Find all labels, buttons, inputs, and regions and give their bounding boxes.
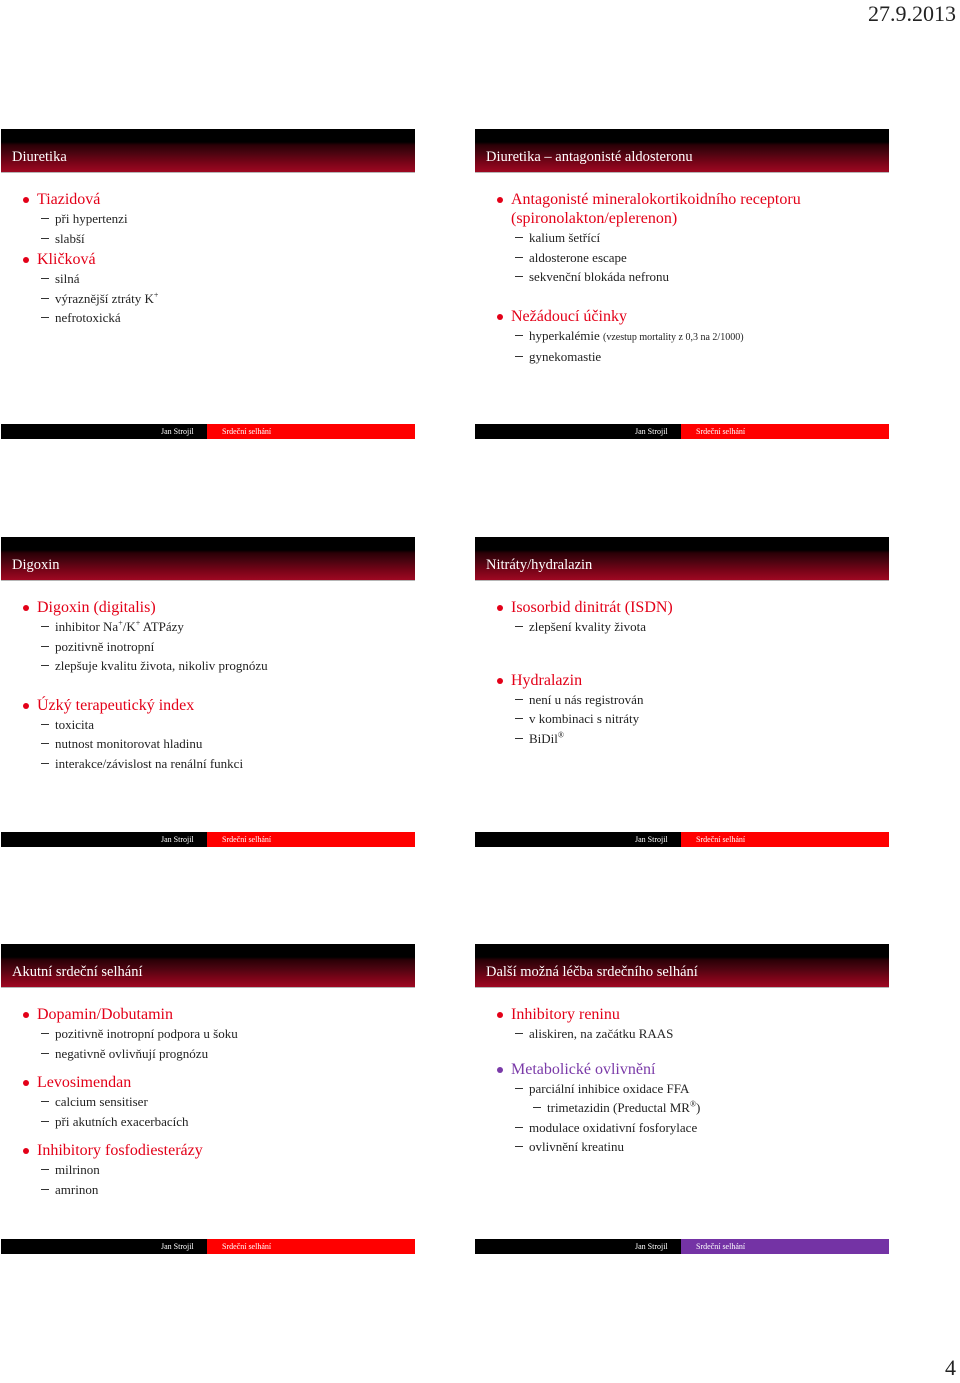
slide-diuretika [1,129,415,439]
bullet-title: Hydralazin [511,671,583,689]
sub-text: zlepšuje kvalitu života, nikoliv prognózu [55,658,268,673]
dash-icon [515,626,523,627]
bullet-dot-icon [23,197,29,203]
bullet-item [475,307,889,367]
bullet-title: Kličková [37,251,96,268]
sub-item [37,308,415,328]
dash-icon [41,1101,49,1102]
slide-title: Diuretika [12,149,67,165]
bullet-dot-icon [497,1012,503,1018]
slide-title: Nitráty/hydralazin [486,557,593,573]
sub-text: nutnost monitorovat hladinu [55,736,203,751]
sub-item [37,1112,415,1132]
sub-item [511,709,889,729]
print-date: 27.9.2013 [868,1,956,26]
sub-text: pozitivně inotropní [55,638,155,654]
slide-title: Akutní srdeční selhání [12,964,143,980]
dash-icon [515,257,523,258]
footer-topic: Srdeční selhání [696,427,746,436]
dash-icon [41,317,49,318]
footer-author: Jan Strojil [635,1242,668,1251]
slide-header [1,537,415,581]
bullet-item [475,1060,889,1157]
sub-text: silná [55,271,80,286]
sub-item [511,1118,889,1138]
sub-text: milrinon [55,1162,100,1177]
sub-item [511,248,889,268]
sub-item [37,1024,415,1044]
sub-item [511,1079,889,1099]
bullet-item [1,696,415,774]
dash-icon [515,335,523,336]
bullet-item [1,1005,415,1063]
sub-text: gynekomastie [529,349,602,364]
sub-text: parciální inhibice oxidace FFA [529,1080,690,1096]
sub-text: v kombinaci s nitráty [529,711,640,726]
sub-text: toxicita [55,716,94,732]
bullet-item [1,250,415,328]
slide-footer [475,832,889,847]
bullet-item [475,598,889,637]
sub-text: není u nás registrován [529,691,644,707]
sub-text: zlepšení kvality života [529,619,646,634]
bullet-dot-icon [497,197,503,203]
sub-text: trimetazidin (Preductal MR [547,1100,690,1115]
sub-item [511,690,889,710]
slide-body [475,587,889,748]
sub-text: aldosterone escape [529,249,627,265]
sub-item [511,1024,889,1044]
slide-title: Další možná léčba srdečního selhání [486,964,698,980]
dash-icon [515,699,523,700]
page-number: 4 [945,1355,956,1380]
slide-body [475,994,889,1157]
bullet-item [475,190,889,287]
registered-mark: ® [689,1099,697,1109]
bullet-dot-icon [23,703,29,709]
slide-body [1,179,415,328]
slide-title: Diuretika – antagonisté aldosteronu [486,149,693,165]
sub-item [37,617,415,637]
bullet-dot-icon [497,1067,503,1073]
slide-footer [1,832,415,847]
slide-header [1,944,415,988]
slide-body [1,994,415,1199]
slide-body [1,587,415,773]
dash-icon [41,218,49,219]
dash-icon [515,237,523,238]
bullet-dot-icon [23,1148,29,1154]
bullet-item [475,671,889,749]
dash-icon [515,718,523,719]
bullet-dot-icon [23,1012,29,1018]
bullet-title: Tiazidová [37,191,101,208]
bullet-title: Inhibitory reninu [511,1006,620,1023]
bullet-title: Metabolické ovlivnění [511,1060,656,1078]
sub-text: amrinon [55,1181,99,1197]
dash-icon [41,626,49,627]
sub-item [511,228,889,248]
sub-text: při hypertenzi [55,211,128,226]
sub-text: nefrotoxická [55,310,121,325]
slide-body [475,179,889,367]
slide-dalsi-mozna-lecba [475,944,889,1254]
footer-topic: Srdeční selhání [222,427,272,436]
dash-icon [41,238,49,239]
bullet-dot-icon [497,314,503,320]
dash-icon [41,1053,49,1054]
slide-akutni-srdecni-selhani [1,944,415,1254]
slide-antagoniste-aldosteronu [475,129,889,439]
sub-item [37,656,415,676]
sub-text: /K [122,619,136,634]
slide-digoxin [1,537,415,847]
sub-item [37,229,415,249]
dash-icon [41,278,49,279]
sub-text: aliskiren, na začátku RAAS [529,1026,674,1041]
superscript-plus: + [118,618,123,628]
sub-text: ovlivnění kreatinu [529,1139,624,1154]
sub-text: kalium šetřící [529,230,601,245]
footer-topic: Srdeční selhání [696,835,746,844]
bullet-title: Nežádoucí účinky [511,307,627,325]
footer-topic: Srdeční selhání [222,835,272,844]
bullet-dot-icon [497,605,503,611]
dash-icon [41,298,49,299]
sub-text: interakce/závislost na renální funkci [55,755,244,771]
sub-item [37,289,415,309]
sub-text: při akutních exacerbacích [55,1113,189,1129]
dash-icon [41,665,49,666]
bullet-title: Inhibitory fosfodiesterázy [37,1142,203,1159]
sub-item [511,326,889,348]
slide-header [1,129,415,173]
sub-item [37,1092,415,1112]
sub-note: (vzestup mortality z 0,3 na 2/1000) [603,331,744,343]
sub-text: sekvenční blokáda nefronu [529,269,670,284]
bullet-title: Úzký terapeutický index [37,696,195,714]
dash-icon [515,1033,523,1034]
dash-icon [41,646,49,647]
slide-header [475,944,889,988]
sub-item [511,617,889,637]
slide-footer [475,1239,889,1254]
sub-item [37,754,415,774]
slide-footer [1,1239,415,1254]
bullet-dot-icon [23,257,29,263]
dash-icon [533,1107,541,1108]
sub-text: modulace oxidativní fosforylace [529,1119,698,1135]
sub-item [37,269,415,289]
footer-author: Jan Strojil [161,427,194,436]
sub-text: slabší [55,230,85,246]
sub-item [37,1160,415,1180]
sub-item [37,637,415,657]
slide-header [475,537,889,581]
sub-item [511,347,889,367]
dash-icon [515,356,523,357]
superscript-plus: + [153,290,159,300]
sub-text: inhibitor Na [55,619,119,634]
bullet-item [1,1073,415,1131]
dash-icon [41,743,49,744]
sub-item [37,209,415,229]
bullet-title: Digoxin (digitalis) [37,599,156,616]
dash-icon [41,1189,49,1190]
bullet-title: Isosorbid dinitrát (ISDN) [511,599,673,616]
footer-author: Jan Strojil [635,427,668,436]
sub-text: ATPázy [140,619,184,634]
sub-sub-item [511,1098,889,1118]
bullet-title-continued: (spironolakton/eplerenon) [511,210,678,227]
sub-item [511,729,889,749]
sub-item [37,734,415,754]
sub-item [511,267,889,287]
dash-icon [515,1088,523,1089]
dash-icon [515,738,523,739]
slide-footer [475,424,889,439]
bullet-dot-icon [23,605,29,611]
bullet-item [1,190,415,248]
slide-title: Digoxin [12,557,60,573]
bullet-title: Antagonisté mineralokortikoidního receptoru [511,191,801,208]
bullet-title: Dopamin/Dobutamin [37,1006,173,1023]
slide-footer [1,424,415,439]
superscript-plus: + [135,618,141,628]
sub-text: calcium sensitiser [55,1094,148,1109]
slide-header [475,129,889,173]
sub-text: ) [696,1100,701,1115]
sub-item [37,715,415,735]
dash-icon [515,1127,523,1128]
dash-icon [41,724,49,725]
dash-icon [515,276,523,277]
bullet-item [475,1005,889,1044]
sub-text: výraznější ztráty K [55,290,154,306]
bullet-item [1,1141,415,1199]
footer-author: Jan Strojil [635,835,668,844]
dash-icon [41,763,49,764]
sub-item [37,1044,415,1064]
dash-icon [41,1033,49,1034]
sub-item [37,1180,415,1200]
registered-mark: ® [557,730,564,740]
bullet-item [1,598,415,676]
footer-author: Jan Strojil [161,835,194,844]
sub-item [511,1137,889,1157]
dash-icon [515,1146,523,1147]
bullet-dot-icon [497,678,503,684]
dash-icon [41,1169,49,1170]
footer-topic: Srdeční selhání [222,1242,272,1251]
bullet-dot-icon [23,1080,29,1086]
footer-topic: Srdeční selhání [696,1242,746,1251]
footer-author: Jan Strojil [161,1242,194,1251]
slide-nitraty-hydralazin [475,537,889,847]
bullet-title: Levosimendan [37,1074,132,1091]
sub-text: hyperkalémie [529,327,600,343]
dash-icon [41,1121,49,1122]
sub-text: pozitivně inotropní podpora u šoku [55,1026,238,1041]
sub-text: BiDil [529,730,558,746]
sub-text: negativně ovlivňují prognózu [55,1045,209,1061]
